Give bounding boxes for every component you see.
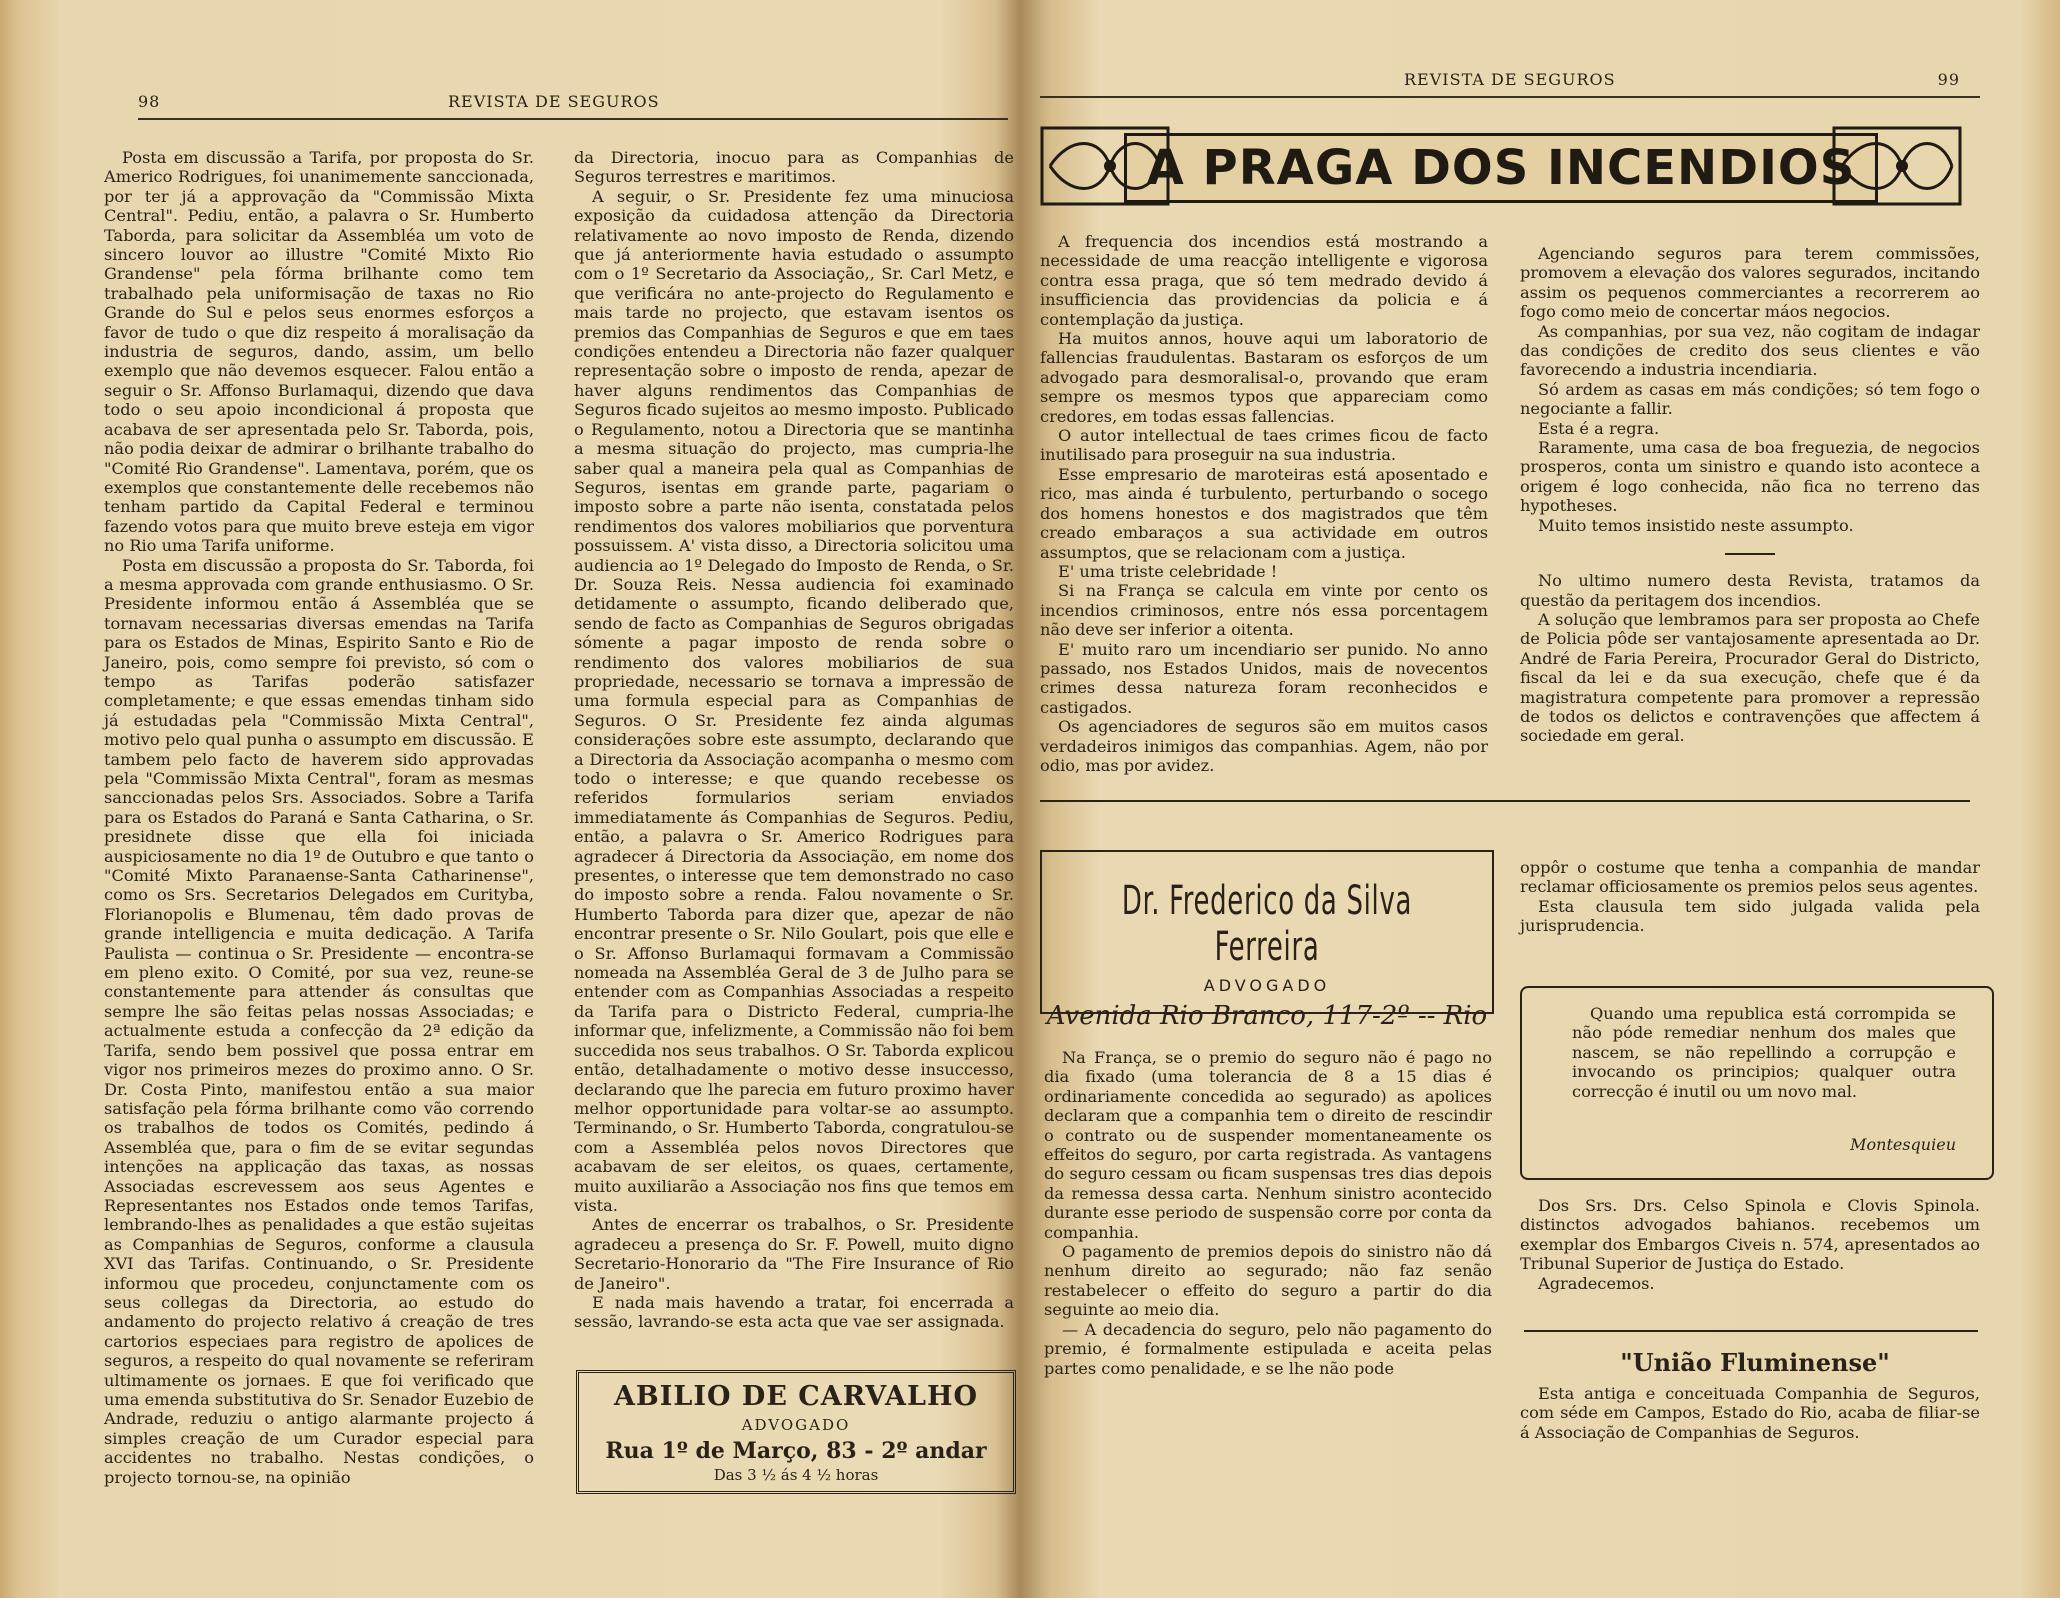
ad-address: Avenida Rio Branco, 117-2º -- Rio xyxy=(1046,1001,1488,1031)
right-column-4-top xyxy=(1520,858,1980,936)
left-running-title: REVISTA DE SEGUROS xyxy=(448,92,660,111)
quote-text: Quando uma republica está corrompida se não póde remediar nenhum dos males que nascem, se não repellindo a corrupção e invocando os principios; qualquer outra correcção é inutil ou um novo mal. xyxy=(1572,1004,1956,1101)
paragraph: O autor intellectual de taes crimes ficou de facto inutilisado para proseguir na sua industria. xyxy=(1040,426,1488,465)
right-column-1 xyxy=(1040,232,1488,775)
paragraph: Os agenciadores de seguros são em muitos casos verdadeiros inimigos das companhias. Agem, não por odio, mas por avidez. xyxy=(1040,717,1488,775)
paragraph: E' muito raro um incendiario ser punido. No anno passado, nos Estados Unidos, mais de novecentos crimes dessa natureza foram reconhecidos e castigados. xyxy=(1040,639,1488,717)
paragraph: No ultimo numero desta Revista, tratamos da questão da peritagem dos incendios. xyxy=(1520,571,1980,610)
paragraph: A seguir, o Sr. Presidente fez uma minuciosa exposição da cuidadosa attenção da Directoria relativamente ao novo imposto de Renda, dizendo que já anteriormente havia estudado o assumpto com o 1º Secretario da Associação,, Sr. Carl Metz, e que verificára no ante-projecto do Regulamento e mais tarde no projecto, que estavam isentos os premios das Companhias de Seguros e que em taes condições entendeu a Directoria não fazer qualquer representação sobre o imposto de renda, apezar de haver alguns rendimentos das Companhias de Seguros ficado sujeitos ao mesmo imposto. Publicado o Regulamento, notou a Directoria que se mantinha a mesma situação do projecto, mas cumpria-lhe saber qual a maneira pela qual as Companhias de Seguros, isentas em grande parte, pagariam o imposto sobre a parte não isenta, constatada pelos rendimentos dos valores mobiliarios que porventura possuissem. A' vista disso, a Directoria solicitou uma audiencia ao 1º Delegado do Imposto de Renda, o Sr. Dr. Souza Reis. Nessa audiencia foi examinado detidamente o assumpto, ficando deliberado que, sendo de facto as Companhias de Seguros obrigadas sómente a pagar imposto de renda sobre o rendimento dos valores mobiliarios de sua propriedade, necessario se tornava a impressão de uma formula especial para as Companhias de Seguros. O Sr. Presidente fez ainda algumas considerações sobre este assumpto, declarando que a Directoria da Associação acompanha o mesmo com todo o interesse; e que quando recebesse os referidos formularios seriam enviados immediatamente ás Companhias de Seguros. Pediu, então, a palavra o Sr. Americo Rodrigues para agradecer á Directoria da Associação, em nome dos presentes, o interesse que tem demonstrado no caso do imposto sobre a renda. Falou novamente o Sr. Humberto Taborda para dizer que, apezar de não encontrar presente o Sr. Nilo Goulart, pois que elle e o Sr. Affonso Burlamaqui formavam a Commissão nomeada na Assembléa Geral de 3 de Julho para se entender com as Companhias Associadas a respeito da Tarifa para o Districto Federal, cumpria-lhe informar que, infelizmente, a Commissão não foi bem succedida nos seus trabalhos. O Sr. Taborda explicou então, detalhadamente o motivo desse insuccesso, declarando que lhe parecia em futuro proximo haver melhor opportunidade para voltar-se ao assumpto. Terminando, o Sr. Humberto Taborda, congratulou-se com a Assembléa pelos novos Directores que acabavam de ser eleitos, os quaes, certamente, muito auxiliarão a Associação nos fins que temos em vista. xyxy=(574,186,1014,1215)
right-page-number: 99 xyxy=(1937,70,1960,89)
ad-address: Rua 1º de Março, 83 - 2º andar xyxy=(605,1438,987,1464)
ad-role: ADVOGADO xyxy=(741,1416,851,1434)
paragraph: Agradecemos. xyxy=(1538,1273,1655,1293)
paragraph: Dos Srs. Drs. Celso Spinola e Clovis Spinola. distinctos advogados bahianos. recebemos um exemplar dos Embargos Civeis n. 574, apresentados ao Tribunal Superior de Justiça do Estado. xyxy=(1520,1196,1980,1274)
left-running-head xyxy=(138,92,1008,120)
right-column-2 xyxy=(1520,244,1980,746)
paragraph: Esta clausula tem sido julgada valida pela jurisprudencia. xyxy=(1520,896,1980,936)
ad-name: Dr. Frederico da Silva Ferreira xyxy=(1121,878,1413,970)
right-running-title: REVISTA DE SEGUROS xyxy=(1404,70,1616,89)
paragraph: Na França, se o premio do seguro não é pago no dia fixado (uma tolerancia de 8 a 15 dias é ordinariamente concedida ao segurado) as apolices declaram que a companhia tem o direito de rescindir o contrato ou de suspender momentaneamente os effeitos do seguro, por carta registrada. As vantagens do seguro cessam ou ficam suspensas tres dias depois da remessa dessa carta. Nenhum sinistro acontecido durante esse periodo de suspensão corre por conta da companhia. xyxy=(1044,1048,1492,1242)
article-end-divider xyxy=(1040,800,1970,802)
paragraph: Muito temos insistido neste assumpto. xyxy=(1538,515,1854,535)
right-ornament-icon xyxy=(1832,126,1962,206)
left-page-number: 98 xyxy=(138,92,161,111)
ad-name: ABILIO DE CARVALHO xyxy=(613,1381,979,1412)
uniao-fluminense-text xyxy=(1520,1384,1980,1442)
paragraph: Agenciando seguros para terem commissões, promovem a elevação dos valores segurados, incitando assim os pequenos commerciantes a recorrerem ao fogo como meio de concertar máos negocios. xyxy=(1520,244,1980,322)
section-divider xyxy=(1524,1330,1978,1332)
paragraph: — A decadencia do seguro, pelo não pagamento do premio, é formalmente estipulada e aceita pelas partes como penalidade, e se lhe não pode xyxy=(1044,1319,1492,1378)
paragraph: Só ardem as casas em más condições; só tem fogo o negociante a fallir. xyxy=(1520,379,1980,419)
uniao-fluminense-heading: "União Fluminense" xyxy=(1620,1348,1890,1377)
quote-author: Montesquieu xyxy=(1850,1134,1956,1154)
paragraph: E' uma triste celebridade ! xyxy=(1058,561,1278,581)
article-title: A PRAGA DOS INCENDIOS xyxy=(1124,133,1879,203)
paragraph: da Directoria, inocuo para as Companhias de Seguros terrestres e maritimos. xyxy=(574,148,1014,187)
right-column-3 xyxy=(1044,1048,1492,1378)
paragraph: Ha muitos annos, houve aqui um laboratorio de fallencias fraudulentas. Bastaram os esforços de um advogado para desmoralisal-o, provando que eram sempre os mesmos typos que appareciam como credores, em todas essas fallencias. xyxy=(1040,329,1488,426)
paragraph: A solução que lembramos para ser proposta ao Chefe de Policia pôde ser vantajosamente apresentada ao Dr. André de Faria Pereira, Procurador Geral do Districto, fiscal da lei e da sua execução, chefe que é da magistratura competente para promover a repressão de todos os delictos e contravenções que affectem á sociedade em geral. xyxy=(1520,609,1980,746)
ad-abilio-de-carvalho xyxy=(576,1370,1016,1494)
paragraph: Esta é a regra. xyxy=(1538,418,1660,438)
paragraph: Posta em discussão a Tarifa, por proposta do Sr. Americo Rodrigues, foi unanimemente sanccionada, por ter já a approvação da "Commissão Mixta Central". Pediu, então, a palavra o Sr. Humberto Taborda, para solicitar da Assembléa um voto de sincero louvor ao illustre "Comité Mixto Rio Grandense" pela fórma brilhante como tem trabalhado pela uniformisação de taxas no Rio Grande do Sul e pelos seus enormes esforços a favor de tudo o que diz respeito á moralisação da industria de seguros, dando, assim, um bello exemplo que não devemos esquecer. Falou então a seguir o Sr. Affonso Burlamaqui, dizendo que dava todo o seu apoio incondicional á proposta que acabava de ser apresentada pelo Sr. Taborda, pois, não podia deixar de admirar o brilhante trabalho do "Comité Rio Grandense". Lamentava, porém, que os exemplos que constantemente delle recebemos não tenham partido da Capital Federal e terminou fazendo votos para que muito breve esteja em vigor no Rio uma Tarifa uniforme. xyxy=(104,148,534,556)
paragraph: O pagamento de premios depois do sinistro não dá nenhum direito ao segurado; não faz senão restabelecer o effeito do seguro a partir do dia seguinte ao meio dia. xyxy=(1044,1242,1492,1320)
left-page xyxy=(0,0,1020,1598)
section-rule xyxy=(1725,553,1775,555)
right-running-head xyxy=(1040,70,1980,98)
paragraph: Antes de encerrar os trabalhos, o Sr. Presidente agradeceu a presença do Sr. F. Powell, muito digno Secretario-Honorario da "The Fire Insurance of Rio de Janeiro". xyxy=(574,1215,1014,1293)
paragraph: Si na França se calcula em vinte por cento os incendios criminosos, entre nós essa porcentagem não deve ser inferior a oitenta. xyxy=(1040,581,1488,640)
article-title-banner xyxy=(1040,120,1962,216)
paragraph: Posta em discussão a proposta do Sr. Taborda, foi a mesma approvada com grande enthusiasmo. O Sr. Presidente informou então á Assembléa que se tornavam necessarias diversas emendas na Tarifa para os Estados de Minas, Espirito Santo e Rio de Janeiro, pois, como sempre foi previsto, só com o tempo as Tarifas poderão satisfazer completamente; e que essas emendas tinham sido já estudadas pela "Commissão Mixta Central", motivo pelo qual punha o assumpto em discussão. E tambem pelo facto de haverem sido approvadas pela "Commissão Mixta Central", foram as mesmas sanccionadas pelos Srs. Associados. Sobre a Tarifa para os Estados do Paraná e Santa Catharina, o Sr. presidnete disse que ella foi iniciada auspiciosamente no dia 1º de Outubro e que tanto o "Comité Mixto Paranaense-Santa Catharinense", como os Srs. Secretarios Delegados em Curityba, Florianopolis e Blumenau, têm dado provas de grande intelligencia e muita dedicação. A Tarifa Paulista — continua o Sr. Presidente — encontra-se em pleno exito. O Comité, por sua vez, reune-se constantemente para attender ás consultas que sempre lhe são feitas pelas nossas Associadas; e actualmente estuda a confecção da 2ª edição da Tarifa, sendo bem possivel que possa entrar em vigor nos primeiros mezes do proximo anno. O Sr. Dr. Costa Pinto, manifestou então a sua maior satisfação pela fórma brilhante como vão correndo os trabalhos de todos os Comités, pedindo á Assembléa que, para o fim de se evitar segundas intenções na applicação das taxas, as nossas Associadas escrevessem aos seus Agentes e Representantes nos Estados onde temos Tarifas, lembrando-lhes as penalidades a que estão sujeitas as Companhias de Seguros, conforme a clausula XVI das Tarifas. Continuando, o Sr. Presidente informou que procedeu, conjunctamente com os seus collegas da Directoria, ao estudo do andamento do projecto relativo á creação de tres cartorios especiaes para registro de apolices de seguros, a respeito do qual novamente se referiram ultimamente os jornaes. E que foi verificado que uma emenda substitutiva do Sr. Senador Euzebio de Andrade, reduziu o antigo alarmante projecto á simples creação de um Curador especial para accidentes no trabalho. Nestas condições, o projecto tornou-se, na opinião xyxy=(104,555,534,1487)
paragraph: As companhias, por sua vez, não cogitam de indagar das condições de credito dos seus clientes e vão favorecendo a industria incendiaria. xyxy=(1520,321,1980,380)
paragraph: A frequencia dos incendios está mostrando a necessidade de uma reacção intelligente e vigorosa contra essa praga, que só tem medrado devido á insufficiencia das providencias da policia e á contemplação da justiça. xyxy=(1040,232,1488,329)
left-column-2 xyxy=(574,148,1014,1332)
left-ornament-icon xyxy=(1040,126,1170,206)
paragraph: oppôr o costume que tenha a companhia de mandar reclamar officiosamente os premios pelos seus agentes. xyxy=(1520,858,1980,897)
ad-hours: Das 3 ½ ás 4 ½ horas xyxy=(713,1466,879,1484)
quote-box xyxy=(1520,986,1994,1180)
right-column-4-mid xyxy=(1520,1196,1980,1293)
paragraph: Esse empresario de maroteiras está aposentado e rico, mas ainda é turbulento, perturbando o socego dos homens honestos e dos magistrados que têm creado embaraços a sua actividade em outros assumptos, que se relacionam com a justiça. xyxy=(1040,464,1488,562)
paragraph: E nada mais havendo a tratar, foi encerrada a sessão, lavrando-se esta acta que vae ser assignada. xyxy=(574,1292,1014,1332)
ad-frederico-da-silva-ferreira xyxy=(1040,850,1494,1031)
left-column-1 xyxy=(104,148,534,1487)
ad-role: ADVOGADO xyxy=(1203,976,1331,995)
paragraph: Raramente, uma casa de boa freguezia, de negocios prosperos, conta um sinistro e quando isto acontece a origem é logo conhecida, não fica no terreno das hypotheses. xyxy=(1520,438,1980,516)
paragraph: Esta antiga e conceituada Companhia de Seguros, com séde em Campos, Estado do Rio, acaba de filiar-se á Associação de Companhias de Seguros. xyxy=(1520,1384,1980,1442)
